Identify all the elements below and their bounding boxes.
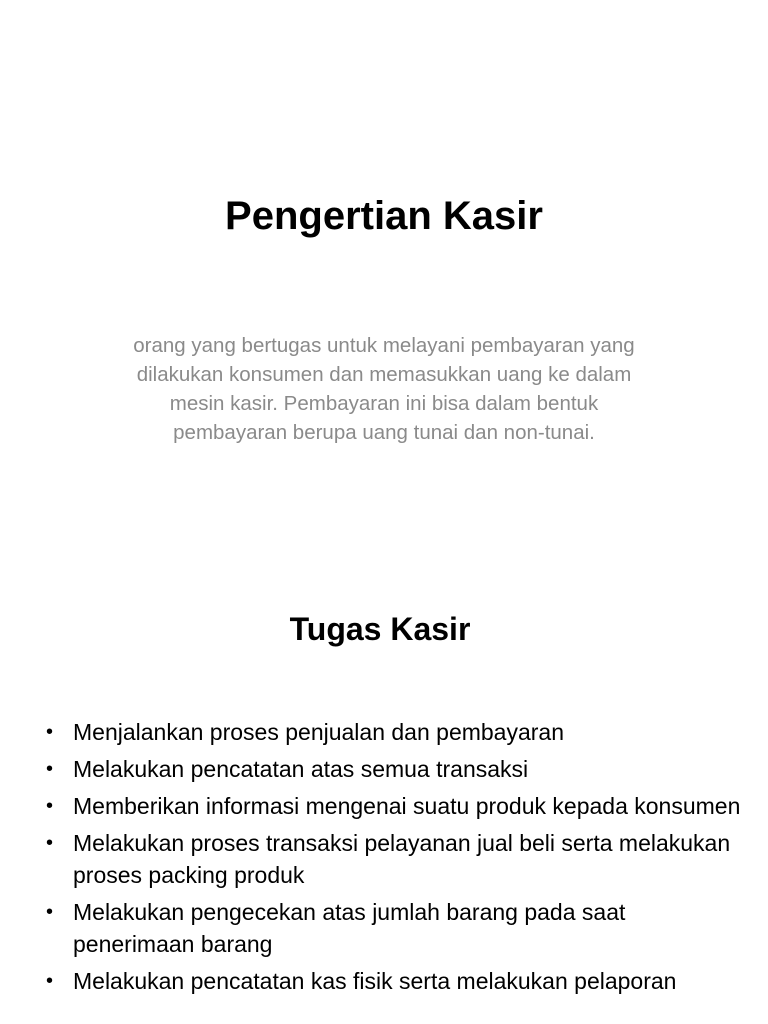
list-item bbox=[46, 716, 746, 748]
bullet-icon: • bbox=[46, 795, 54, 817]
section-title: Tugas Kasir bbox=[289, 611, 471, 647]
list-item bbox=[46, 827, 746, 891]
list-item-text: Melakukan pencatatan atas semua transaksi bbox=[73, 756, 529, 782]
bullet-icon: • bbox=[46, 832, 54, 854]
bullet-icon: • bbox=[46, 758, 54, 780]
list-item bbox=[46, 753, 746, 785]
list-item bbox=[46, 896, 746, 960]
list-item bbox=[46, 965, 746, 997]
bullet-icon: • bbox=[46, 901, 54, 923]
bullet-icon: • bbox=[46, 970, 54, 992]
list-item-text: Melakukan pengecekan atas jumlah barang pada saat penerimaan barang bbox=[73, 899, 626, 957]
list-item-text: Melakukan pencatatan kas fisik serta melakukan pelaporan bbox=[73, 968, 677, 994]
list-item-text: Melakukan proses transaksi pelayanan jual beli serta melakukan proses packing produk bbox=[73, 830, 731, 888]
duties-list bbox=[46, 716, 746, 1002]
page-title: Pengertian Kasir bbox=[225, 194, 543, 238]
list-item-text: Memberikan informasi mengenai suatu produk kepada konsumen bbox=[73, 793, 741, 819]
list-item bbox=[46, 790, 746, 822]
bullet-icon: • bbox=[46, 721, 54, 743]
list-item-text: Menjalankan proses penjualan dan pembayaran bbox=[73, 719, 565, 745]
intro-paragraph: orang yang bertugas untuk melayani pembayaran yang dilakukan konsumen dan memasukkan uang ke dalam mesin kasir. Pembayaran ini bisa dalam bentuk pembayaran berupa uang tunai dan non-tunai. bbox=[133, 334, 635, 444]
